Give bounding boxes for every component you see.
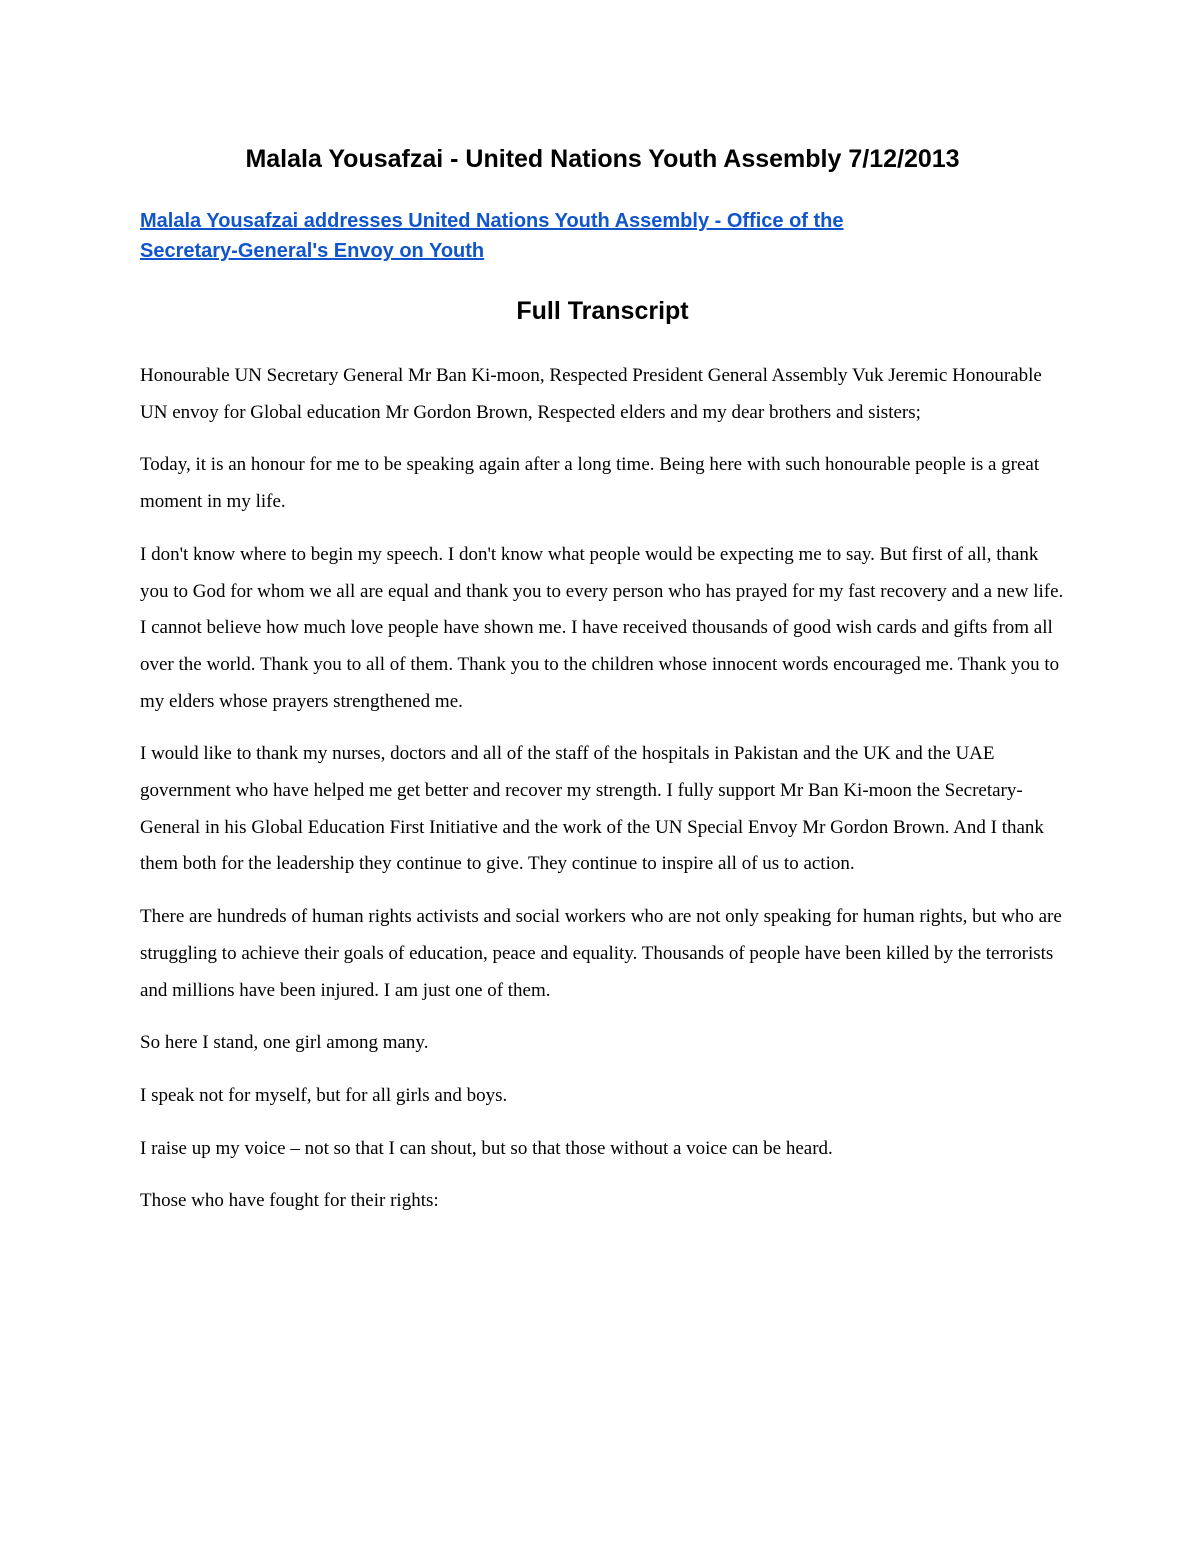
section-heading: Full Transcript [516, 297, 689, 325]
paragraph-honour: Today, it is an honour for me to be speaking again after a long time. Being here with such honourable people is a great moment in my life. [140, 454, 1040, 513]
paragraph-thanks: I don't know where to begin my speech. I don't know what people would be expecting me to say. But first of all, thank you to God for whom we all are equal and thank you to every person who has prayed for my fast recovery and a new life. I cannot believe how much love people have shown me. I have received thousands of good wish cards and gifts from all over the world. Thank you to all of them. Thank you to the children whose innocent words encouraged me. Thank you to my elders whose prayers strengthened me. [140, 543, 1064, 712]
paragraph-speak-not: I speak not for myself, but for all girls and boys. [140, 1084, 508, 1106]
source-link[interactable]: Malala Yousafzai addresses United Nations Youth Assembly - Office of the Secretary-General's Envoy on Youth [140, 210, 844, 262]
document-title: Malala Yousafzai - United Nations Youth Assembly 7/12/2013 [245, 145, 960, 173]
paragraph-activists: There are hundreds of human rights activists and social workers who are not only speaking for human rights, but who are struggling to achieve their goals of education, peace and equality. Thousands of people have been killed by the terrorists and millions have been injured. I am just one of them. [140, 906, 1062, 1001]
transcript-body [140, 358, 1065, 1220]
paragraph-salutation: Honourable UN Secretary General Mr Ban Ki-moon, Respected President General Assembly Vuk Jeremic Honourable UN envoy for Global education Mr Gordon Brown, Respected elders and my dear brothers and sisters; [140, 365, 1042, 423]
paragraph-raise-voice: I raise up my voice – not so that I can shout, but so that those without a voice can be heard. [140, 1137, 833, 1159]
document-content [140, 140, 1065, 1236]
paragraph-fought: Those who have fought for their rights: [140, 1190, 439, 1212]
paragraph-here-i-stand: So here I stand, one girl among many. [140, 1032, 429, 1054]
paragraph-nurses: I would like to thank my nurses, doctors and all of the staff of the hospitals in Pakistan and the UK and the UAE government who have helped me get better and recover my strength. I fully support Mr Ban Ki-moon the Secretary-General in his Global Education First Initiative and the work of the UN Special Envoy Mr Gordon Brown. And I thank them both for the leadership they continue to give. They continue to inspire all of us to action. [140, 743, 1044, 875]
